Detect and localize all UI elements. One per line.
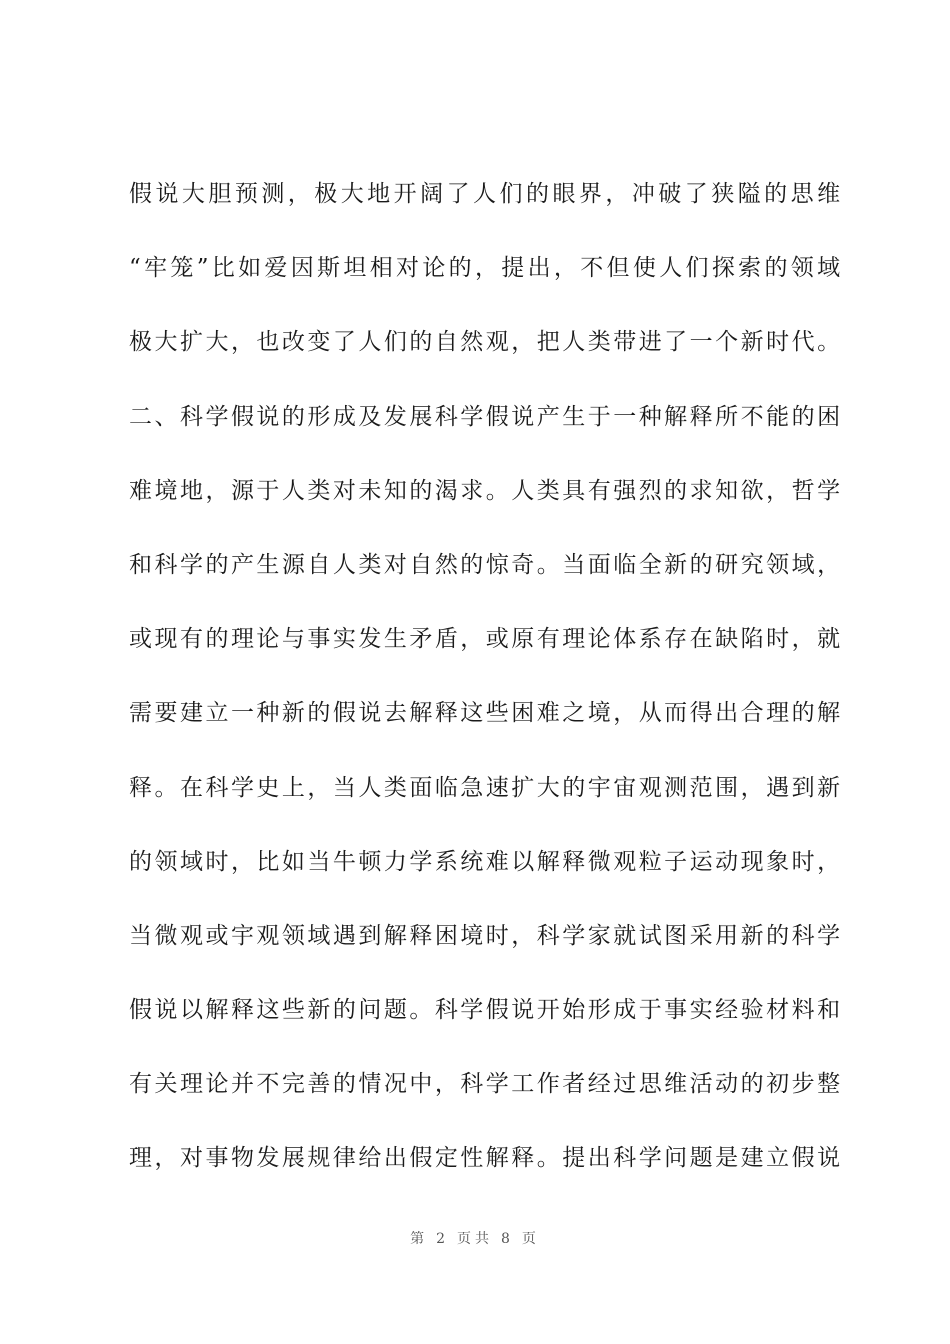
footer-middle: 页共 (457, 1231, 493, 1247)
text-line-10: 的领域时，比如当牛顿力学系统难以解释微观粒子运动现象时， (129, 848, 841, 875)
text-line-4: 二、科学假说的形成及发展科学假说产生于一种解释所不能的困 (129, 403, 841, 430)
footer-current-page: 2 (436, 1231, 449, 1247)
text-line-8: 需要建立一种新的假说去解释这些困难之境，从而得出合理的解 (129, 700, 841, 727)
page-footer (0, 1228, 950, 1248)
text-line-7: 或现有的理论与事实发生矛盾，或原有理论体系存在缺陷时，就 (129, 626, 841, 653)
text-line-2: “牢笼”比如爱因斯坦相对论的，提出，不但使人们探索的领域 (129, 255, 841, 282)
footer-prefix: 第 (410, 1231, 429, 1247)
text-line-13: 有关理论并不完善的情况中，科学工作者经过思维活动的初步整 (129, 1071, 841, 1098)
text-line-5: 难境地，源于人类对未知的渴求。人类具有强烈的求知欲，哲学 (129, 477, 841, 504)
footer-suffix: 页 (521, 1231, 540, 1247)
text-line-1: 假说大胆预测，极大地开阔了人们的眼界，冲破了狭隘的思维 (129, 181, 841, 207)
body-text (129, 171, 841, 1210)
text-line-6: 和科学的产生源自人类对自然的惊奇。当面临全新的研究领域， (129, 551, 841, 578)
text-line-14: 理，对事物发展规律给出假定性解释。提出科学问题是建立假说 (129, 1145, 841, 1172)
footer-total-pages: 8 (501, 1231, 514, 1247)
text-line-11: 当微观或宇观领域遇到解释困境时，科学家就试图采用新的科学 (129, 922, 841, 949)
text-line-12: 假说以解释这些新的问题。科学假说开始形成于事实经验材料和 (129, 997, 841, 1024)
text-line-9: 释。在科学史上，当人类面临急速扩大的宇宙观测范围，遇到新 (129, 774, 841, 801)
text-line-3: 极大扩大，也改变了人们的自然观，把人类带进了一个新时代。 (129, 329, 841, 356)
